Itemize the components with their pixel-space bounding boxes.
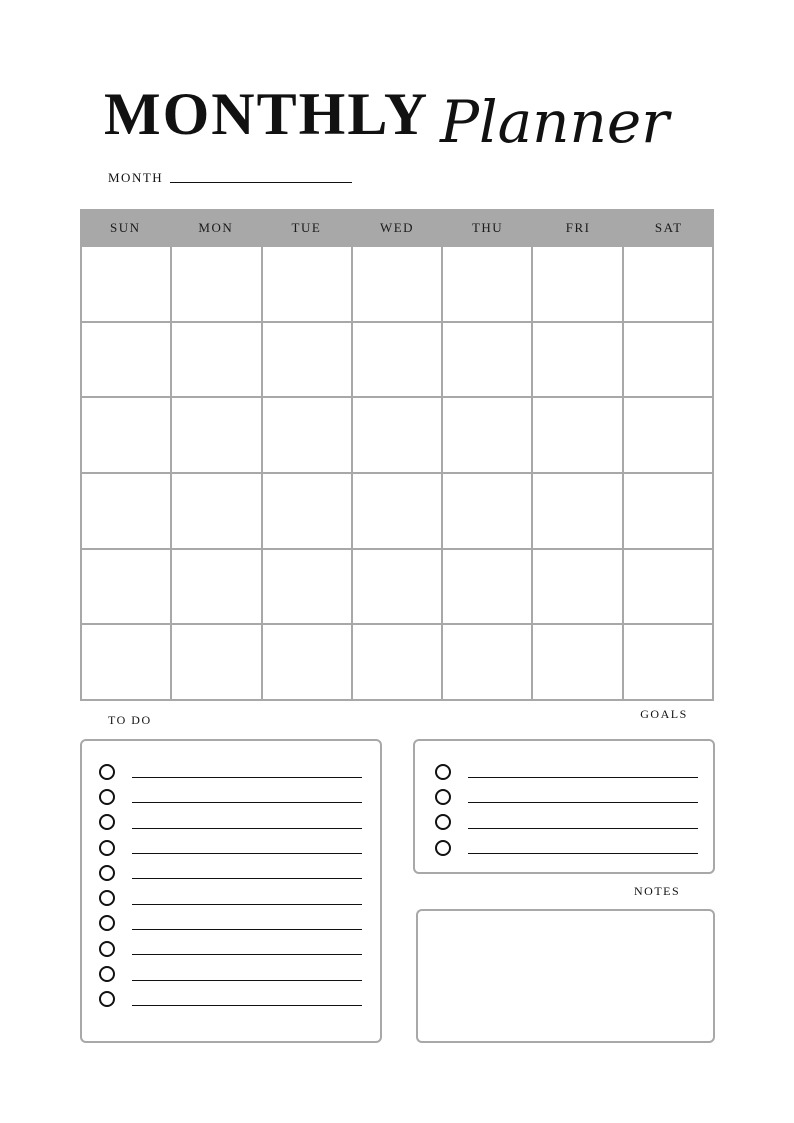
checkbox-circle-icon[interactable] [99, 890, 115, 906]
calendar-day-cell[interactable] [172, 625, 262, 701]
todo-box [80, 739, 382, 1043]
checklist-item [99, 810, 380, 835]
calendar [80, 209, 714, 701]
checkbox-circle-icon[interactable] [99, 764, 115, 780]
calendar-day-cell[interactable] [263, 474, 353, 550]
calendar-day-cell[interactable] [172, 323, 262, 399]
calendar-day-cell[interactable] [443, 474, 533, 550]
checklist-line[interactable] [132, 828, 362, 829]
checklist-item [435, 759, 713, 784]
checklist-line[interactable] [468, 853, 698, 854]
checklist-item [99, 885, 380, 910]
calendar-day-cell[interactable] [443, 625, 533, 701]
script-text: Planner [440, 88, 669, 156]
checkbox-circle-icon[interactable] [99, 814, 115, 830]
day-fri: FRI [565, 220, 591, 235]
checklist-item [435, 835, 713, 860]
goals-box [413, 739, 715, 874]
calendar-day-cell[interactable] [533, 625, 623, 701]
checklist-item [99, 987, 380, 1012]
calendar-day-cell[interactable] [533, 247, 623, 323]
checklist-item [99, 860, 380, 885]
calendar-day-cell[interactable] [263, 398, 353, 474]
checklist-line[interactable] [132, 929, 362, 930]
calendar-day-cell[interactable] [353, 323, 443, 399]
calendar-day-cell[interactable] [172, 550, 262, 626]
calendar-day-cell[interactable] [82, 247, 172, 323]
calendar-day-cell[interactable] [82, 550, 172, 626]
checklist-line[interactable] [468, 828, 698, 829]
calendar-day-cell[interactable] [443, 323, 533, 399]
month-field[interactable] [170, 182, 352, 183]
day-mon: MON [198, 220, 234, 235]
checkbox-circle-icon[interactable] [435, 840, 451, 856]
checkbox-circle-icon[interactable] [99, 840, 115, 856]
calendar-day-cell[interactable] [443, 247, 533, 323]
checklist-line[interactable] [132, 1005, 362, 1006]
checklist-line[interactable] [132, 878, 362, 879]
calendar-day-cell[interactable] [263, 625, 353, 701]
checkbox-circle-icon[interactable] [435, 789, 451, 805]
day-tue: TUE [291, 220, 322, 235]
day-thu: THU [471, 220, 504, 235]
calendar-day-cell[interactable] [353, 550, 443, 626]
calendar-day-cell[interactable] [533, 550, 623, 626]
calendar-day-cell[interactable] [443, 398, 533, 474]
day-sun: SUN [110, 220, 141, 235]
calendar-day-cell[interactable] [263, 550, 353, 626]
calendar-day-cell[interactable] [172, 247, 262, 323]
calendar-grid [80, 247, 714, 701]
checklist-line[interactable] [132, 777, 362, 778]
calendar-day-cell[interactable] [624, 247, 714, 323]
checklist-line[interactable] [468, 802, 698, 803]
calendar-day-cell[interactable] [263, 323, 353, 399]
calendar-day-cell[interactable] [82, 323, 172, 399]
calendar-day-cell[interactable] [353, 247, 443, 323]
day-sat: SAT [654, 220, 683, 235]
calendar-day-cell[interactable] [353, 398, 443, 474]
checkbox-circle-icon[interactable] [99, 915, 115, 931]
calendar-day-cell[interactable] [533, 474, 623, 550]
calendar-day-cell[interactable] [624, 474, 714, 550]
month-label: MONTH [108, 170, 164, 185]
calendar-day-cell[interactable] [353, 474, 443, 550]
calendar-day-cell[interactable] [263, 247, 353, 323]
checkbox-circle-icon[interactable] [99, 941, 115, 957]
calendar-day-cell[interactable] [82, 625, 172, 701]
notes-label: NOTES [634, 884, 681, 898]
day-wed: WED [379, 220, 415, 235]
checkbox-circle-icon[interactable] [99, 865, 115, 881]
calendar-day-cell[interactable] [82, 398, 172, 474]
notes-box[interactable] [416, 909, 715, 1043]
calendar-day-cell[interactable] [443, 550, 533, 626]
checklist-line[interactable] [468, 777, 698, 778]
calendar-day-cell[interactable] [624, 550, 714, 626]
calendar-day-cell[interactable] [172, 474, 262, 550]
checklist-item [99, 911, 380, 936]
checklist-item [99, 835, 380, 860]
checkbox-circle-icon[interactable] [435, 764, 451, 780]
checklist-item [99, 784, 380, 809]
checkbox-circle-icon[interactable] [99, 789, 115, 805]
goals-label: GOALS [640, 707, 688, 721]
calendar-header [80, 209, 714, 247]
checklist-line[interactable] [132, 853, 362, 854]
checklist-item [99, 936, 380, 961]
calendar-day-cell[interactable] [533, 398, 623, 474]
checklist-line[interactable] [132, 904, 362, 905]
checkbox-circle-icon[interactable] [435, 814, 451, 830]
planner-script-title [436, 72, 696, 172]
checklist-item [99, 961, 380, 986]
calendar-day-cell[interactable] [624, 625, 714, 701]
calendar-day-cell[interactable] [172, 398, 262, 474]
calendar-day-cell[interactable] [533, 323, 623, 399]
checklist-line[interactable] [132, 802, 362, 803]
calendar-day-cell[interactable] [82, 474, 172, 550]
page-title: MONTHLY [104, 81, 430, 147]
checkbox-circle-icon[interactable] [99, 991, 115, 1007]
checklist-item [99, 759, 380, 784]
checklist-item [435, 784, 713, 809]
checklist-line[interactable] [132, 954, 362, 955]
calendar-day-cell[interactable] [624, 323, 714, 399]
checklist-line[interactable] [132, 980, 362, 981]
checkbox-circle-icon[interactable] [99, 966, 115, 982]
checklist-item [435, 810, 713, 835]
calendar-day-cell[interactable] [353, 625, 443, 701]
calendar-day-cell[interactable] [624, 398, 714, 474]
todo-label: TO DO [108, 713, 152, 727]
